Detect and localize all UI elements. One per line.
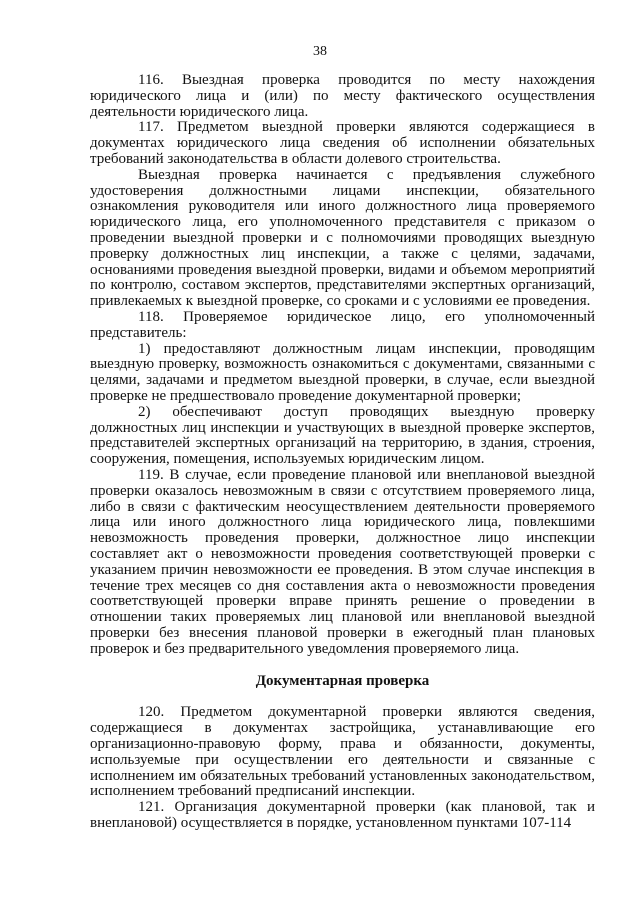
paragraph-118: 118. Проверяемое юридическое лицо, его уполномоченный представитель: <box>90 308 595 341</box>
page-number: 38 <box>313 44 327 59</box>
paragraph-119: 119. В случае, если проведение плановой или внеплановой выездной проверки оказалось невозможным в связи с отсутствием проверяемого лица, либо в связи с фактическим неосуществлением деятельности проверяемого лица или иного должностного лица юридического лица, повлекшими невозможность проведения проверки, должностное лицо инспекции составляет акт о невозможности проведения соответствующей проверки с указанием причин невозможности ее проведения. В этом случае инспекция в течение трех месяцев со дня составления акта о невозможности проведения соответствующей проверки вправе принять решение о проведении в отношении таких проверяемых лиц плановой или внеплановой выездной проверки без внесения плановой проверки в ежегодный план плановых проверок и без предварительного уведомления проверяемого лица. <box>90 466 595 657</box>
paragraph-121: 121. Организация документарной проверки (как плановой, так и внеплановой) осуществляется в порядке, установленном пунктами 107-114 <box>90 799 595 832</box>
paragraph-120: 120. Предметом документарной проверки являются сведения, содержащиеся в документах застройщика, устанавливающие его организационно-правовую форму, права и обязанности, документы, используемые при осуществлении его деятельности и связанные с исполнением им обязательных требований установленных законодательством, исполнением требований предписаний инспекции. <box>90 704 595 800</box>
paragraph-117-continuation: Выездная проверка начинается с предъявления служебного удостоверения должностными лицами инспекции, обязательного ознакомления руководителя или иного должностного лица проверяемого юридического лица, его уполномоченного представителя с приказом о проведении выездной проверки и с полномочиями проводящих выездную проверку должностных лиц инспекции, а также с целями, задачами, основаниями проведения выездной проверки, видами и объемом мероприятий по контролю, составом экспертов, представителями экспертных организаций, привлекаемых к выездной проверке, со сроками и с условиями ее проведения. <box>90 166 595 310</box>
paragraph-118-item-2: 2) обеспечивают доступ проводящих выездную проверку должностных лиц инспекции и участвующих в выездной проверке экспертов, представителей экспертных организаций на территорию, в здания, строения, сооружения, помещения, используемых юридическим лицом. <box>90 403 595 468</box>
paragraph-118-item-1: 1) предоставляют должностным лицам инспекции, проводящим выездную проверку, возможность ознакомиться с документами, связанными с целями, задачами и предметом выездной проверки, в случае, если выездной проверке не предшествовало проведение документарной проверки; <box>90 340 595 404</box>
paragraph-116: 116. Выездная проверка проводится по месту нахождения юридического лица и (или) по месту фактического осуществления деятельности юридического лица. <box>90 72 595 120</box>
paragraph-117: 117. Предметом выездной проверки являются содержащиеся в документах юридического лица сведения об исполнении обязательных требований законодательства в области долевого строительства. <box>90 119 595 167</box>
document-body <box>90 73 595 832</box>
section-heading: Документарная проверка <box>255 673 430 690</box>
